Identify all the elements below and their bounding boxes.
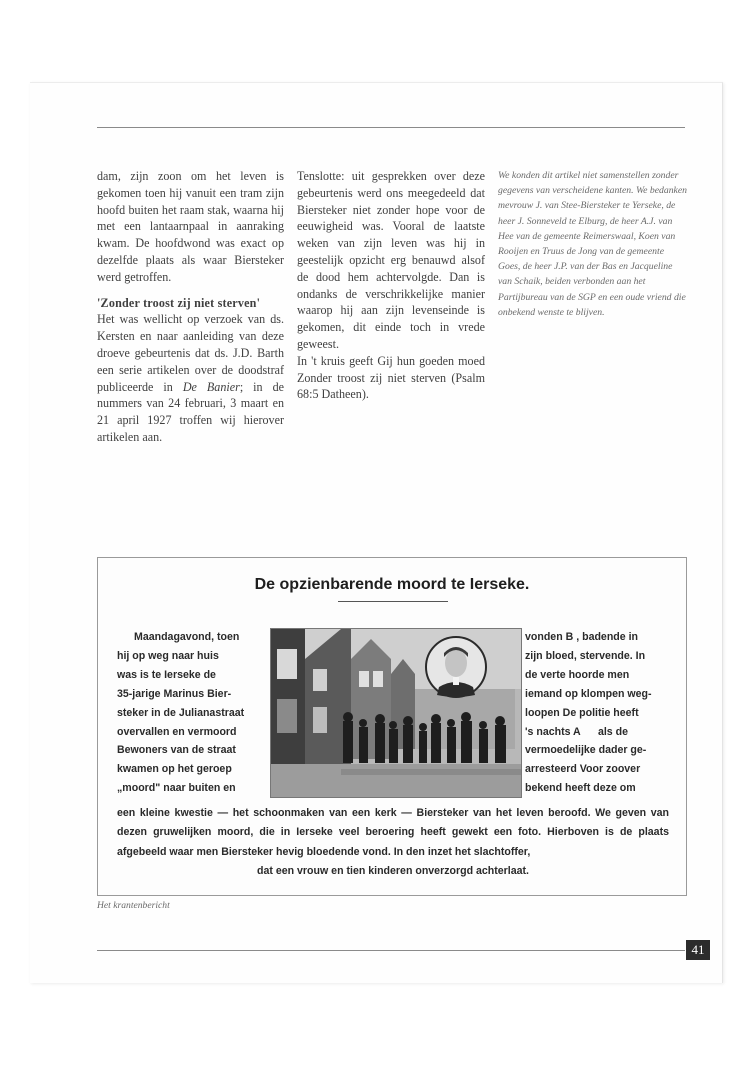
- clipping-line: vermoedelijke dader ge-: [525, 744, 647, 757]
- acknowledgement-text: We konden dit artikel niet samenstellen zonder gegevens van verscheidene kanten. We bedanken mevrouw J. van Stee-Biersteker te Yerseke, de heer J. Sonneveld te Elburg, de heer A.J. van Hee van de gemeente Reimerswaal, Koen van Rooijen en Truus de Jong van de gemeente Goes, de heer J.P. van der Bas en Jacqueline van Schaik, beiden verbonden aan het Partijbureau van de SGP en een oude vriend die onbekend wenste te blijven.: [498, 170, 687, 318]
- clipping-line: 's nachts A als de: [525, 725, 628, 738]
- clipping-left-text: [117, 628, 267, 798]
- clipping-bottom-paragraph: een kleine kwestie — het schoonmaken van een kerk — Biersteker van het leven beroofd. We geven van dezen gruwelijken moord, die in Ierseke veel beroering heeft gewekt een foto. Hierboven is de plaats afgebeeld waar men Biersteker hevig bloedende vond. In den inzet het slachtoffer,: [117, 807, 669, 858]
- middle-paragraph-2: In 't kruis geeft Gij hun goeden moed Zonder troost zij niet sterven (Psalm 68:5 Datheen).: [297, 353, 485, 402]
- newspaper-clipping: [97, 557, 687, 896]
- bottom-rule: [97, 950, 685, 951]
- street-photo: [270, 628, 522, 798]
- clipping-line: hij op weg naar huis: [117, 649, 219, 662]
- street-photo-image: [271, 629, 521, 797]
- text-column-left: [97, 168, 284, 446]
- left-paragraph-2-text: Het was wellicht op verzoek van ds. Kersten en naar aanleiding van deze droeve gebeurtenis dat ds. J.D. Barth een serie artikelen over de doodstraf publiceerde in: [97, 312, 284, 394]
- figure-caption: Het krantenbericht: [97, 900, 170, 911]
- clipping-line: steker in de Julianastraat: [117, 706, 245, 719]
- clipping-line: overvallen en vermoord: [117, 725, 237, 738]
- acknowledgement-column: [498, 168, 688, 320]
- clipping-line: „moord" naar buiten en: [117, 782, 236, 795]
- publication-name: De Banier: [182, 379, 240, 394]
- clipping-line: Maandagavond, toen: [134, 631, 240, 643]
- clipping-title: De opzienbarende moord te Ierseke.: [254, 576, 530, 593]
- clipping-line: kwamen op het geroep: [117, 763, 232, 776]
- top-rule: [97, 127, 685, 128]
- clipping-line: iemand op klompen weg-: [525, 687, 652, 700]
- clipping-line: arresteerd Voor zoover: [525, 763, 641, 776]
- clipping-line: bekend heeft deze om: [525, 782, 636, 795]
- page-number: 41: [686, 940, 710, 960]
- clipping-title-underline: [338, 601, 448, 602]
- clipping-line: zijn bloed, stervende. In: [525, 649, 646, 662]
- clipping-line: de verte hoorde men: [525, 668, 630, 681]
- clipping-bottom-text: [117, 804, 669, 882]
- clipping-last-line: dat een vrouw en tien kinderen onverzorgd achterlaat.: [257, 865, 529, 878]
- text-column-middle: [297, 168, 485, 403]
- left-paragraph-2: [97, 311, 284, 445]
- clipping-line: 35-jarige Marinus Bier-: [117, 687, 232, 700]
- clipping-line: loopen De politie heeft: [525, 706, 639, 719]
- left-paragraph-2-tail: ; in de nummers van 24 februari, 3 maart en 21 april 1927 troffen wij hierover artikelen aan.: [97, 379, 284, 444]
- left-paragraph-1: dam, zijn zoon om het leven is gekomen toen hij vanuit een tram zijn hoofd buiten het raam stak, waarna hij met een lantaarnpaal in aanraking kwam. De hoofdwond was exact op dezelfde plaats als waar Biersteker werd getroffen.: [97, 169, 284, 284]
- section-heading: 'Zonder troost zij niet sterven': [97, 295, 261, 310]
- clipping-line: vonden B , badende in: [525, 631, 639, 643]
- clipping-line: Bewoners van de straat: [117, 744, 236, 757]
- clipping-line: was is te Ierseke de: [117, 668, 216, 681]
- middle-paragraph-1: Tenslotte: uit gesprekken over deze gebeurtenis werd ons meegedeeld dat Biersteker niet zonder hope voor de eeuwigheid was. Vooral de laatste weken van zijn leven was hij in geestelijk opzicht erg benauwd alsof de dood hem achtervolgde. Dan is ondanks de verschrikkelijke manier waarop hij aan zijn levenseinde is gekomen, dit einde toch in vrede geweest.: [297, 169, 485, 351]
- clipping-right-text: [525, 628, 665, 798]
